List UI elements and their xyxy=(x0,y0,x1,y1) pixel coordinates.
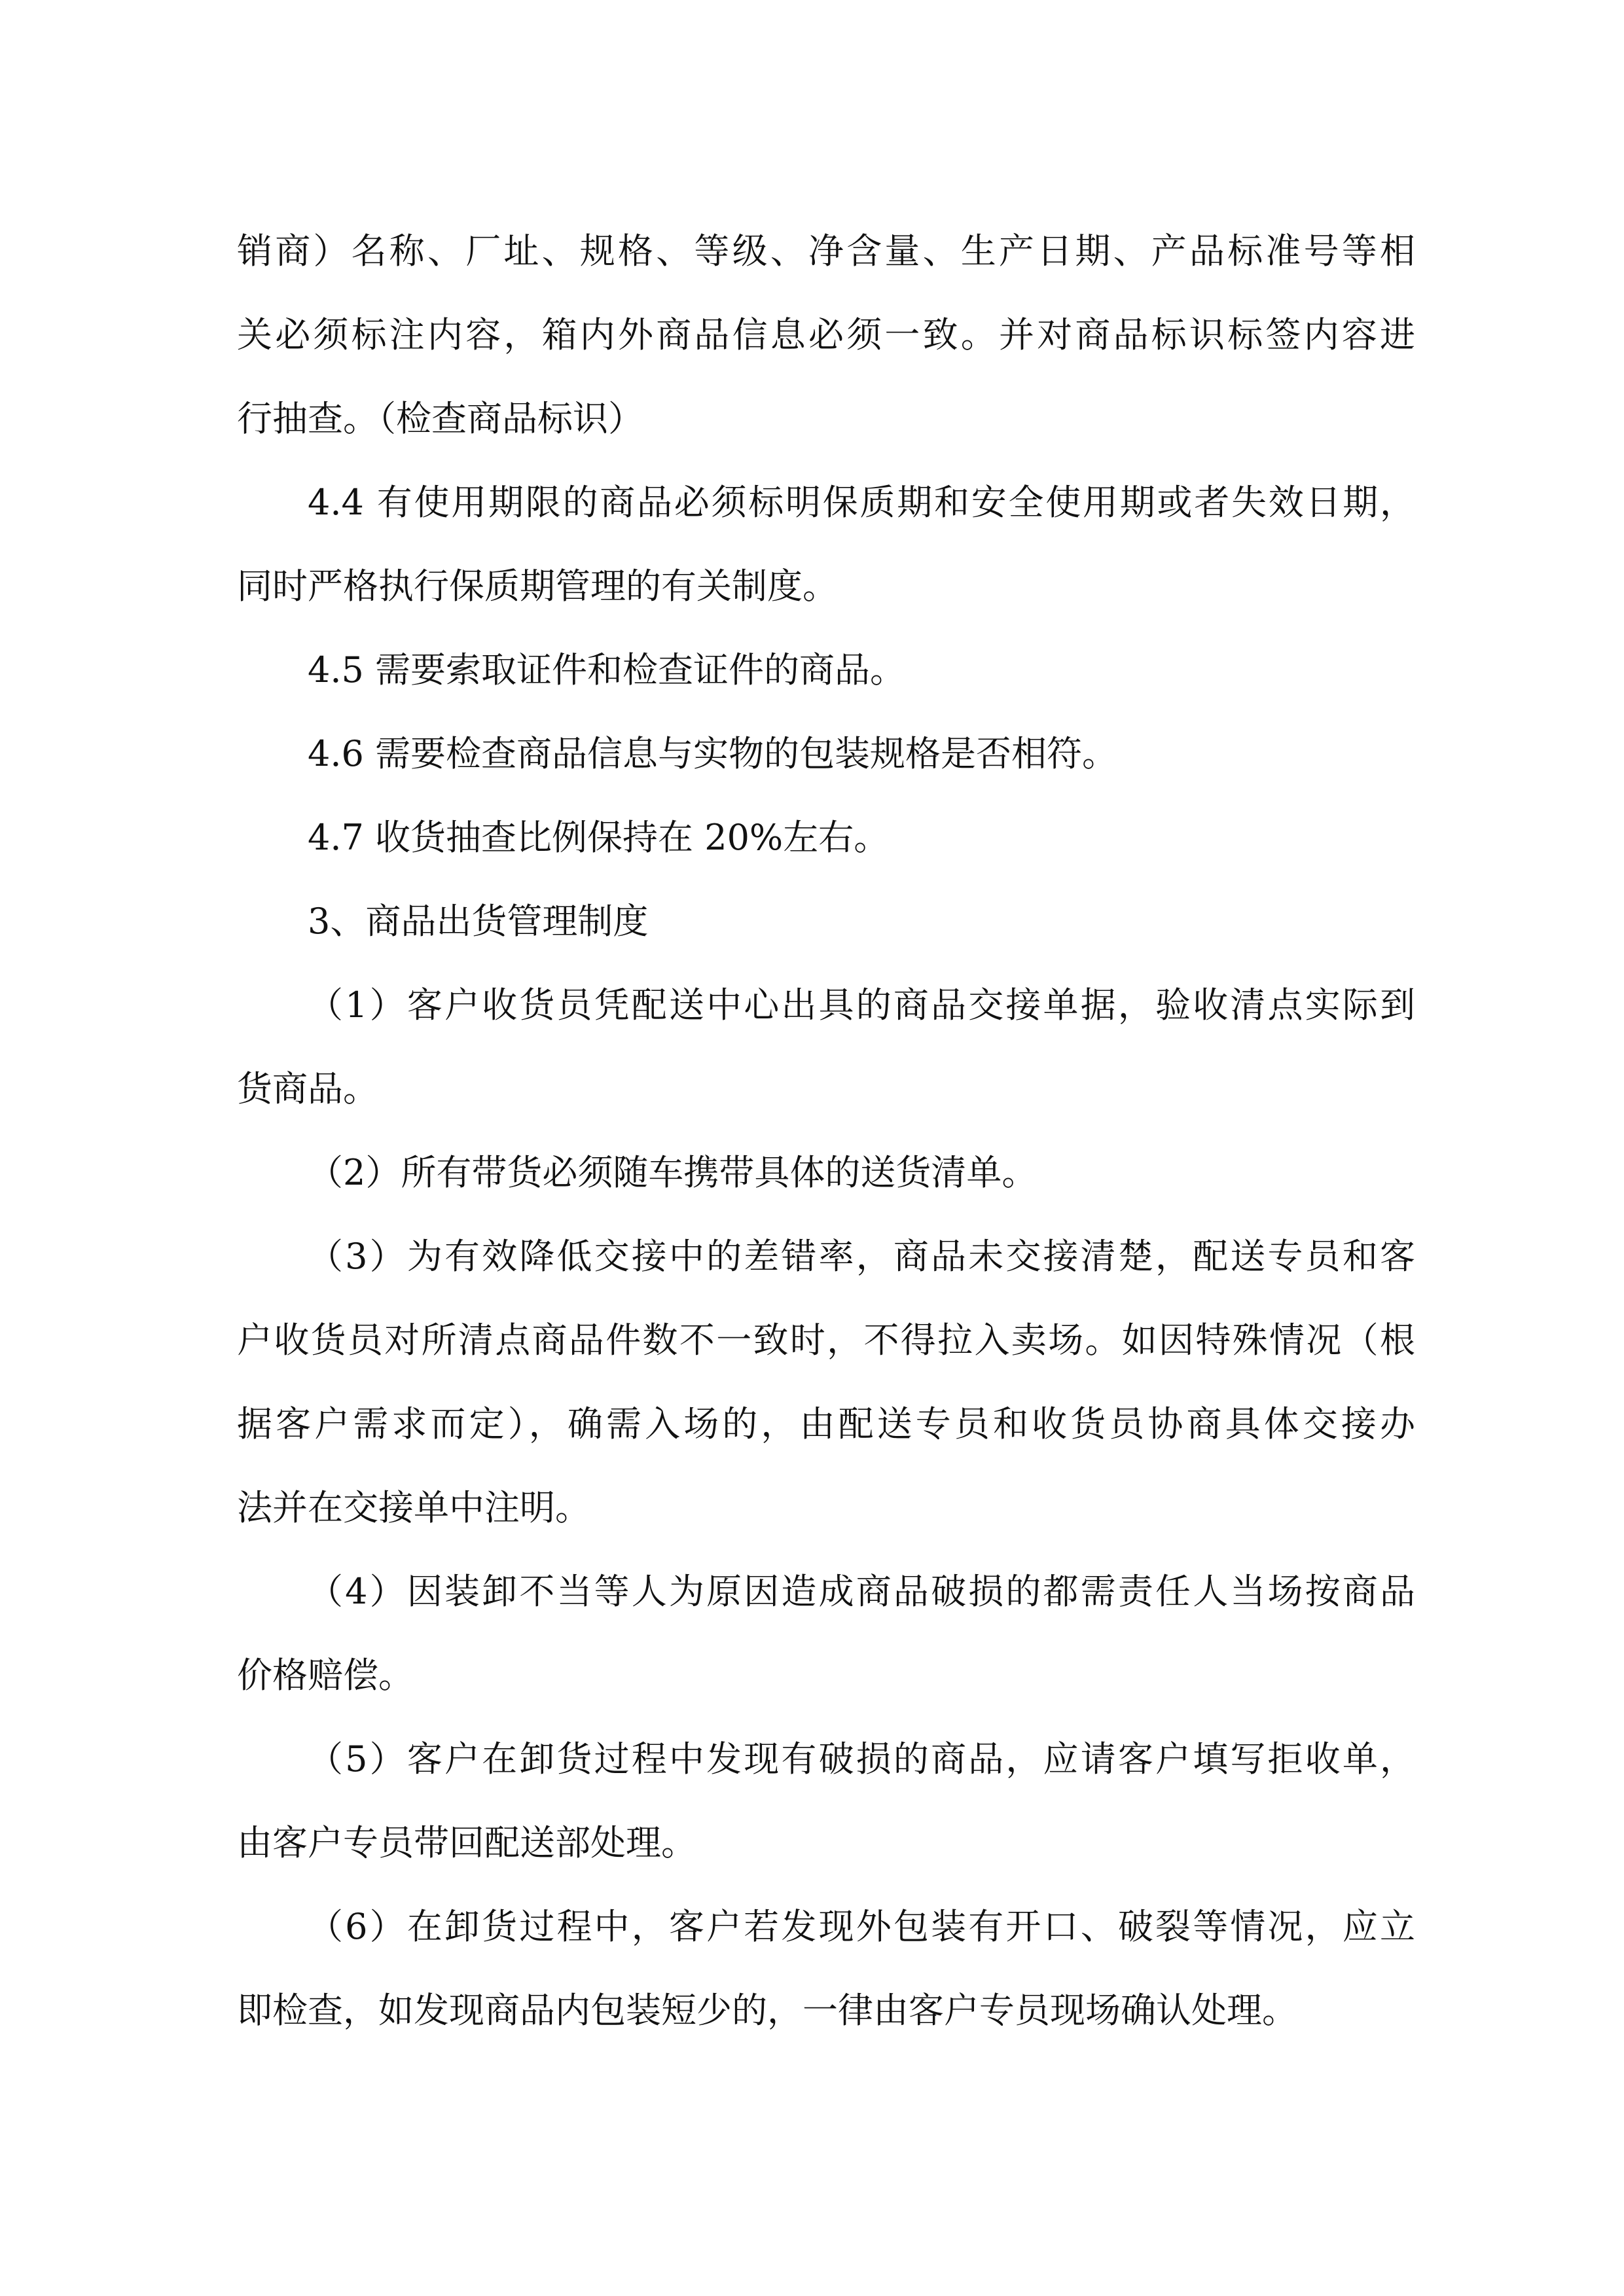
text-line: 4.5 需要索取证件和检查证件的商品。 xyxy=(308,649,906,691)
text-line: （1）客户收货员凭配送中心出具的商品交接单据，验收清点实际到 xyxy=(308,984,1415,1026)
text-line: （5）客户在卸货过程中发现有破损的商品，应请客户填写拒收单， xyxy=(308,1738,1415,1780)
text-line: 法并在交接单中注明。 xyxy=(237,1487,590,1528)
text-line: 销商）名称、厂址、规格、等级、净含量、生产日期、产品标准号等相 xyxy=(237,230,1415,272)
text-line: （2）所有带货必须随车携带具体的送货清单。 xyxy=(308,1152,1038,1193)
text-line: 4.4 有使用期限的商品必须标明保质期和安全使用期或者失效日期， xyxy=(308,482,1415,523)
text-line: （3）为有效降低交接中的差错率，商品未交接清楚，配送专员和客 xyxy=(308,1236,1415,1277)
paragraph-4-6 xyxy=(237,712,1415,796)
paragraph-item-6 xyxy=(237,1885,1415,2053)
paragraph-item-5 xyxy=(237,1717,1415,1885)
text-line: 据客户需求而定），确需入场的，由配送专员和收货员协商具体交接办 xyxy=(237,1403,1415,1444)
text-line: 行抽查。（检查商品标识） xyxy=(237,398,643,439)
paragraph-item-1 xyxy=(237,963,1415,1131)
paragraph-4-7 xyxy=(237,796,1415,880)
text-line: 由客户专员带回配送部处理。 xyxy=(237,1822,696,1863)
text-line: 4.6 需要检查商品信息与实物的包装规格是否相符。 xyxy=(308,733,1118,774)
text-line: 货商品。 xyxy=(237,1068,378,1109)
section-heading-shipping xyxy=(237,880,1415,963)
paragraph-product-labeling xyxy=(237,209,1415,461)
paragraph-4-5 xyxy=(237,628,1415,712)
paragraph-item-3 xyxy=(237,1215,1415,1550)
paragraph-item-2 xyxy=(237,1131,1415,1215)
document-body xyxy=(237,209,1415,2053)
text-line: 4.7 收货抽查比例保持在 20%左右。 xyxy=(308,817,890,858)
text-line: 价格赔偿。 xyxy=(237,1655,414,1696)
paragraph-4-4 xyxy=(237,461,1415,628)
text-line: 3、商品出货管理制度 xyxy=(308,901,649,942)
text-line: 即检查，如发现商品内包装短少的，一律由客户专员现场确认处理。 xyxy=(237,1990,1297,2031)
text-line: 关必须标注内容，箱内外商品信息必须一致。并对商品标识标签内容进 xyxy=(237,314,1415,355)
text-line: 同时严格执行保质期管理的有关制度。 xyxy=(237,565,838,607)
text-line: （6）在卸货过程中，客户若发现外包装有开口、破裂等情况，应立 xyxy=(308,1906,1415,1947)
paragraph-item-4 xyxy=(237,1550,1415,1717)
text-line: 户收货员对所清点商品件数不一致时，不得拉入卖场。如因特殊情况（根 xyxy=(237,1319,1415,1361)
text-line: （4）因装卸不当等人为原因造成商品破损的都需责任人当场按商品 xyxy=(308,1571,1415,1612)
